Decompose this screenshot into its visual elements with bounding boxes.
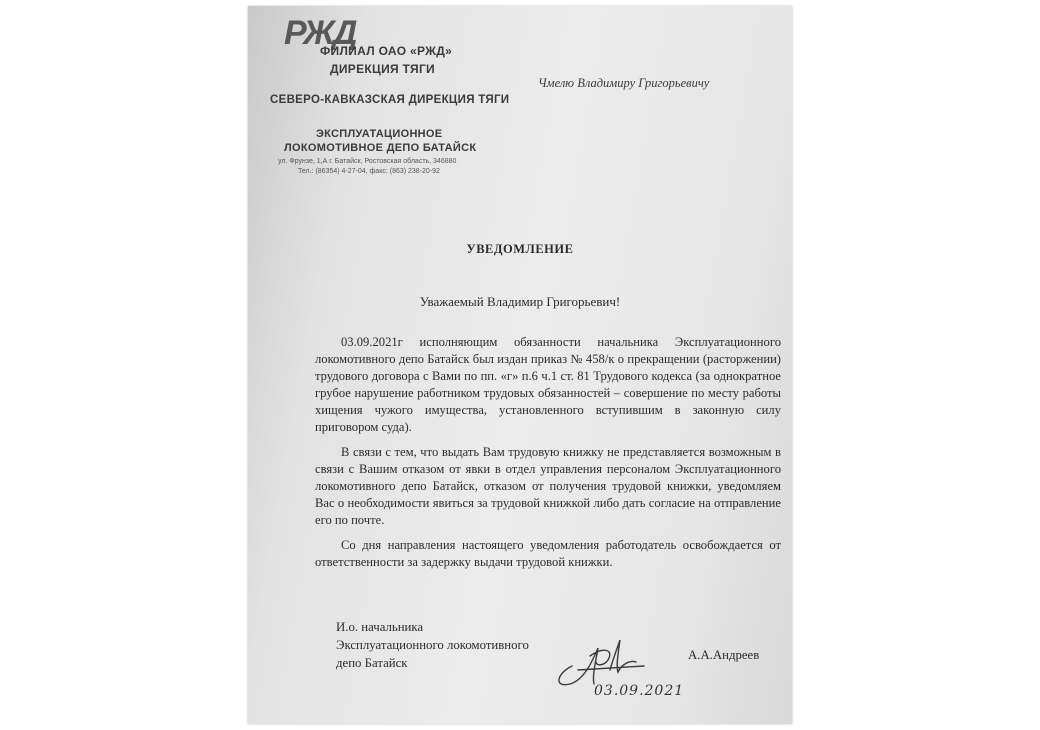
letter-body — [315, 334, 781, 579]
paragraph: Со дня направления настоящего уведомления работодатель освобождается от ответственности за задержку выдачи трудовой книжки. — [315, 538, 781, 569]
handwritten-date: 03.09.2021 — [594, 683, 685, 699]
document-title: УВЕДОМЛЕНИЕ — [466, 242, 574, 256]
depot-phone: Тел.: (86354) 4-27-04, факс: (863) 238-20-92 — [298, 168, 440, 175]
paragraph: В связи с тем, что выдать Вам трудовую книжку не представляется возможным в связи с Вашим отказом от явки в отдел управления персоналом Эксплуатационного локомотивного депо Батайск, отказом от получения трудовой книжки, уведомляем Вас о необходимости явиться за трудовой книжкой либо дать согласие на отправление его по почте. — [315, 445, 781, 527]
depot-address: ул. Фрунзе, 1,А г. Батайск, Ростовская область, 346880 — [278, 158, 457, 165]
greeting: Уважаемый Владимир Григорьевич! — [419, 294, 621, 309]
traction-directorate: ДИРЕКЦИЯ ТЯГИ — [330, 62, 435, 76]
signatory-name: А.А.Андреев — [688, 648, 760, 662]
branch-name: ФИЛИАЛ ОАО «РЖД» — [320, 44, 453, 58]
svg-text:РЖД: РЖД — [284, 14, 356, 50]
signatory-position — [336, 618, 529, 672]
position-line: Эксплуатационного локомотивного — [336, 638, 529, 652]
handwritten-signature — [552, 626, 664, 690]
depot-name-line1: ЭКСПЛУАТАЦИОННОЕ — [316, 128, 443, 140]
paragraph: 03.09.2021г исполняющим обязанности начальника Эксплуатационного локомотивного депо Батайск был издан приказ № 458/к о прекращении (расторжении) трудового договора с Вами по пп. «г» п.6 ч.1 ст. 81 Трудового кодекса (за однократное грубое нарушение работником трудовых обязанностей – совершение по месту работы хищения чужого имущества, установленного вступившим в законную силу приговором суда). — [315, 335, 781, 434]
depot-name-line2: ЛОКОМОТИВНОЕ ДЕПО БАТАЙСК — [284, 142, 477, 154]
position-line: И.о. начальника — [336, 620, 424, 634]
document-page — [248, 6, 792, 724]
position-line: депо Батайск — [336, 656, 408, 670]
regional-directorate: СЕВЕРО-КАВКАЗСКАЯ ДИРЕКЦИЯ ТЯГИ — [270, 94, 510, 106]
addressee: Чмелю Владимиру Григорьевичу — [538, 76, 710, 90]
